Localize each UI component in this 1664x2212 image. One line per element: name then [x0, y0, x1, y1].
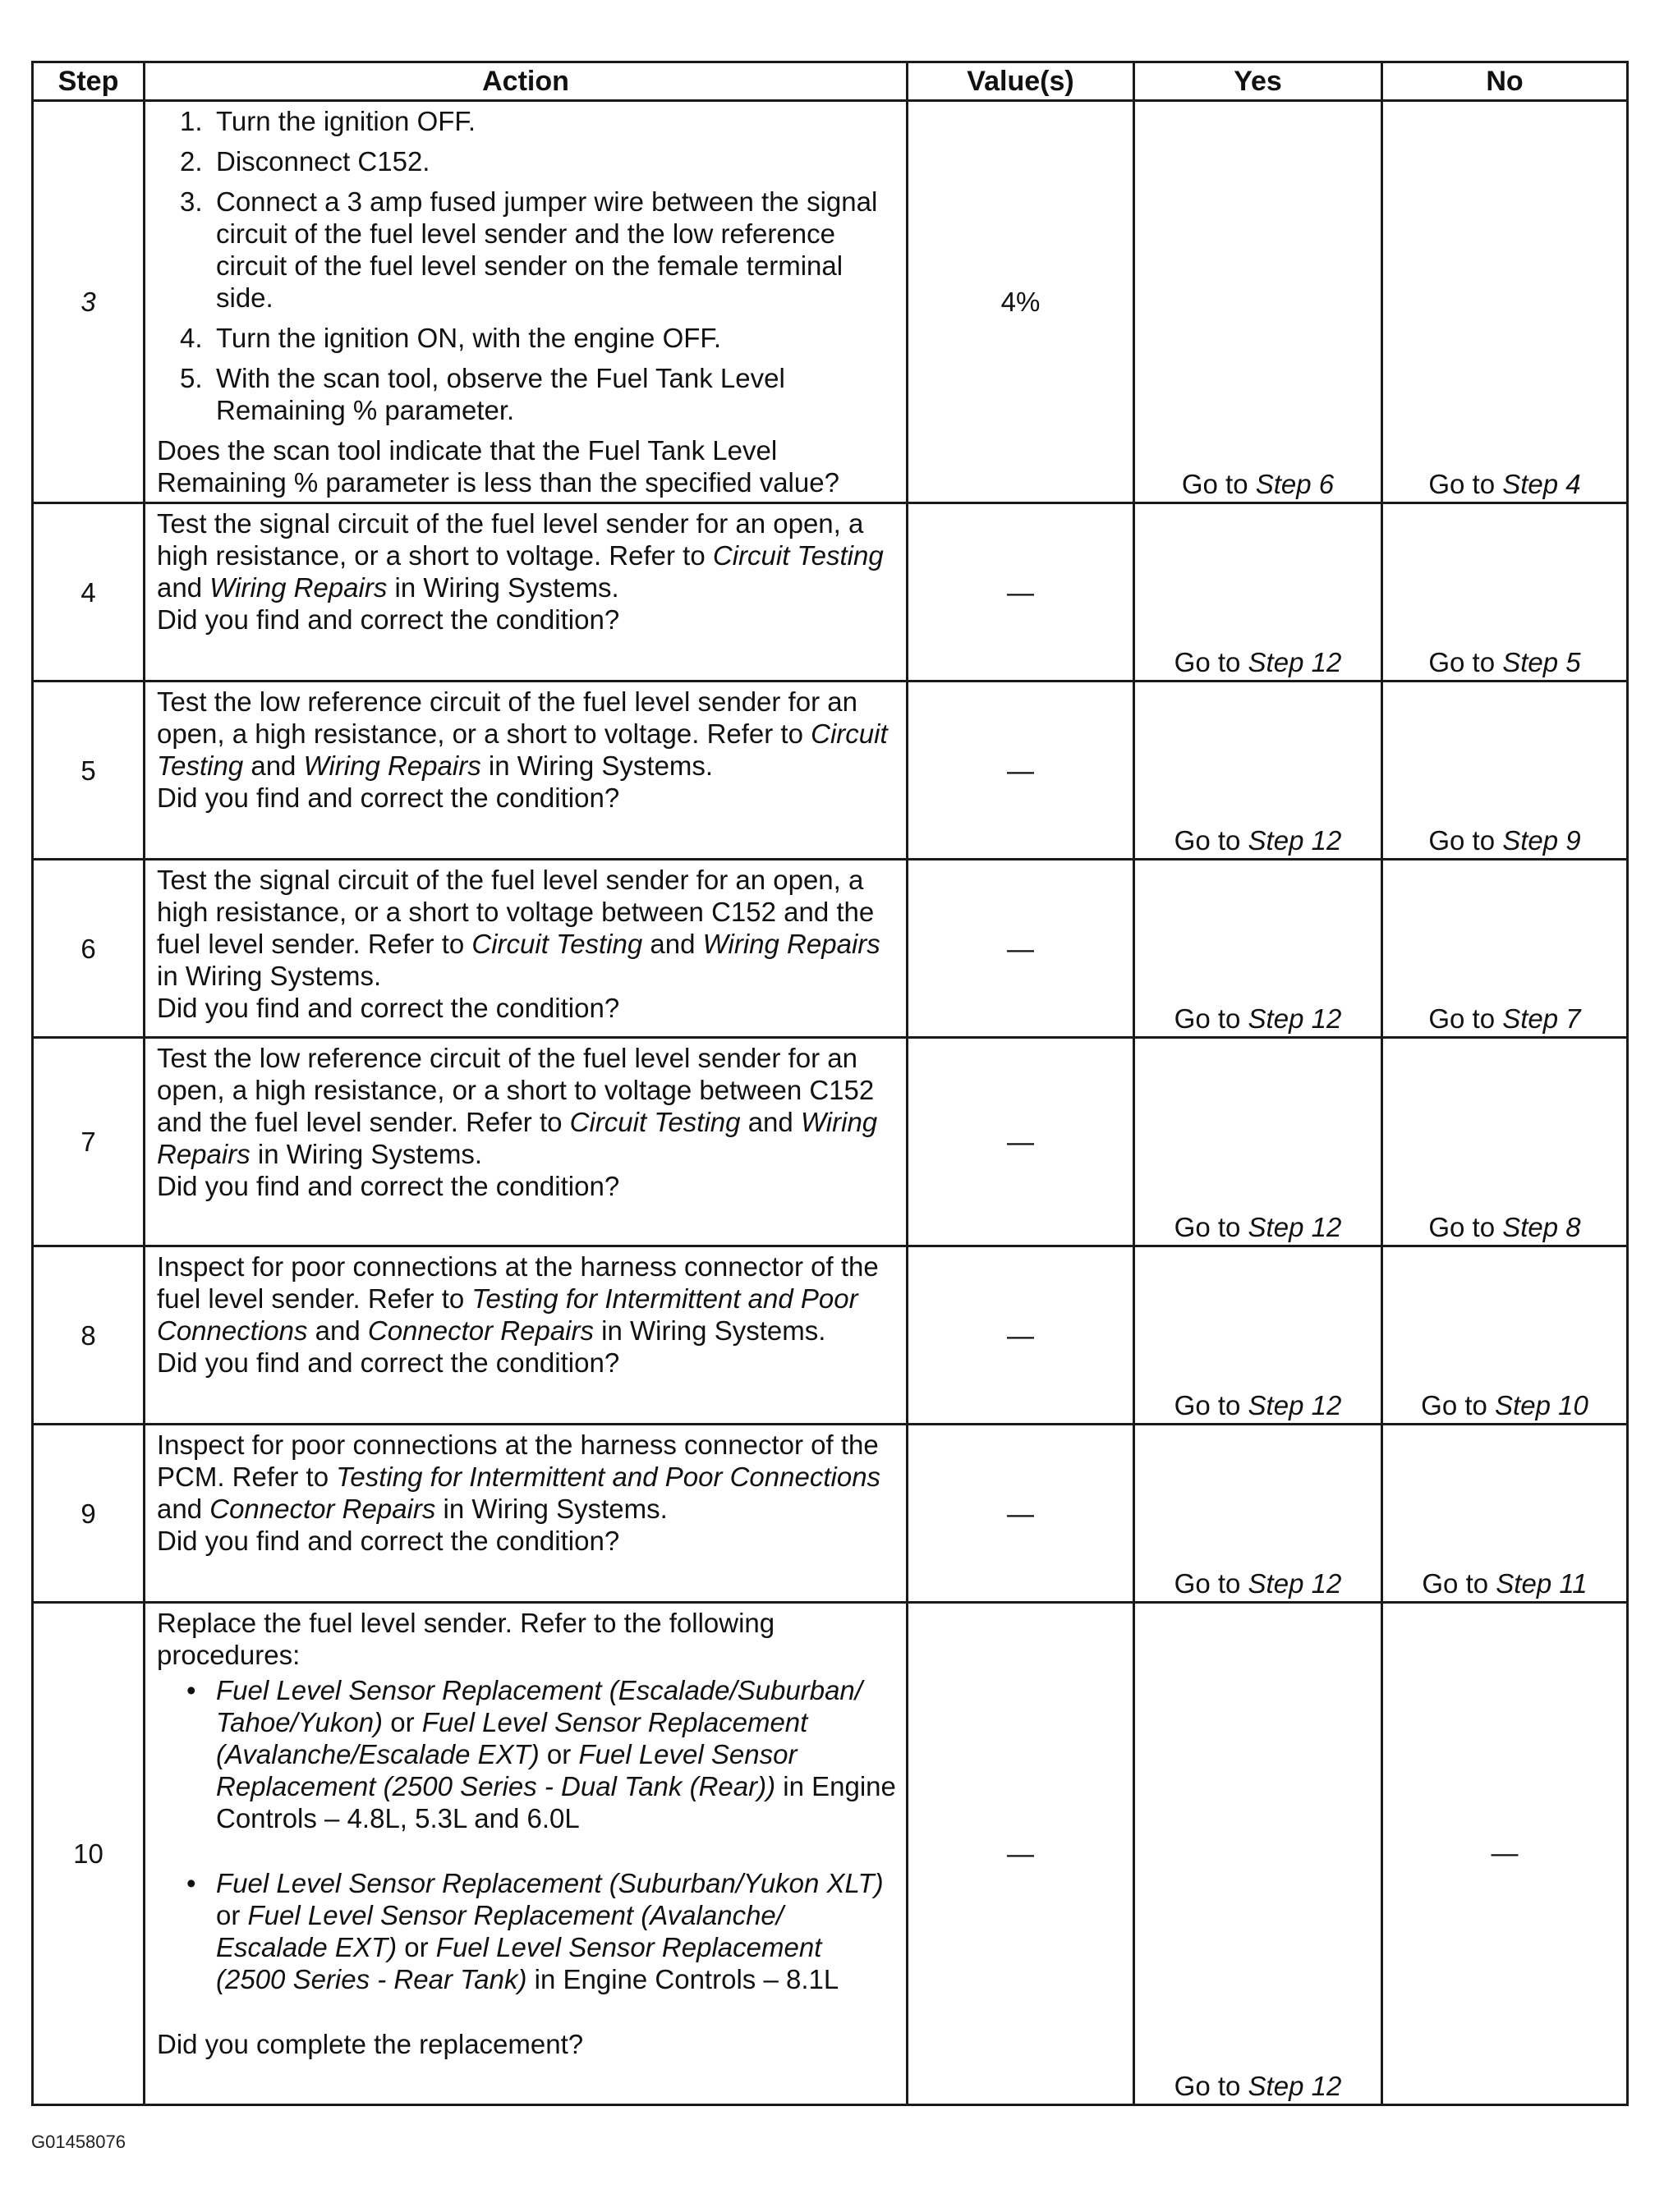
step-question: Did you find and correct the condition?: [157, 604, 620, 635]
action-text: Test the low reference circuit of the fuel level sender for an open, a high resistance, or a short to voltage between C152 and the fuel level sender. Refer to Circuit Testing and Wiring Repairs in Wiring Systems.: [157, 1043, 878, 1169]
action-text: Inspect for poor connections at the harness connector of the fuel level sender. Refer to Testing for Intermittent and Poor Connections and Connector Repairs in Wiring Systems.: [157, 1251, 879, 1346]
action-cell: [145, 1246, 908, 1425]
value-cell: —: [908, 503, 1134, 681]
action-cell: [145, 1425, 908, 1603]
table-row-step-3: [33, 101, 1628, 503]
value-cell: —: [908, 1246, 1134, 1425]
no-cell: Go to Step 5: [1382, 503, 1628, 681]
action-cell: [145, 1038, 908, 1246]
procedure-list: [157, 1674, 896, 1995]
diagnostic-table: [31, 61, 1629, 2106]
yes-cell: Go to Step 12: [1134, 503, 1382, 681]
yes-cell: Go to Step 12: [1134, 1603, 1382, 2105]
table-row-step-4: [33, 503, 1628, 681]
procedure-list: [157, 105, 896, 434]
list-item: 3. Connect a 3 amp fused jumper wire between the signal circuit of the fuel level sender and the low reference circuit of the fuel level sender on the female terminal side.: [180, 186, 878, 313]
no-cell: Go to Step 8: [1382, 1038, 1628, 1246]
action-text: Inspect for poor connections at the harness connector of the PCM. Refer to Testing for Intermittent and Poor Connections and Connector Repairs in Wiring Systems.: [157, 1430, 881, 1524]
value-cell: —: [908, 860, 1134, 1038]
step-question: Did you find and correct the condition?: [157, 782, 620, 813]
action-cell: [145, 503, 908, 681]
header-yes: Yes: [1134, 62, 1382, 101]
yes-cell: Go to Step 12: [1134, 681, 1382, 860]
value-cell: —: [908, 681, 1134, 860]
yes-cell: Go to Step 12: [1134, 860, 1382, 1038]
step-number: 3: [33, 101, 145, 503]
table-row-step-5: [33, 681, 1628, 860]
table-header-row: [33, 62, 1628, 101]
step-number: 6: [33, 860, 145, 1038]
table-row-step-10: [33, 1603, 1628, 2105]
no-cell: Go to Step 4: [1382, 101, 1628, 503]
no-cell: Go to Step 9: [1382, 681, 1628, 860]
step-number: 10: [33, 1603, 145, 2105]
step-question: Did you find and correct the condition?: [157, 1526, 620, 1556]
no-cell: Go to Step 11: [1382, 1425, 1628, 1603]
step-question: Did you find and correct the condition?: [157, 1171, 620, 1201]
value-cell: —: [908, 1038, 1134, 1246]
action-cell: [145, 860, 908, 1038]
action-cell: [145, 681, 908, 860]
step-number: 8: [33, 1246, 145, 1425]
yes-cell: Go to Step 12: [1134, 1425, 1382, 1603]
list-item: 5. With the scan tool, observe the Fuel Tank Level Remaining % parameter.: [180, 363, 785, 425]
list-item: 2. Disconnect C152.: [180, 146, 430, 177]
step-question: Did you complete the replacement?: [157, 2029, 584, 2059]
action-text: Test the signal circuit of the fuel level sender for an open, a high resistance, or a short to voltage between C152 and the fuel level sender. Refer to Circuit Testing and Wiring Repairs in Wiring Systems.: [157, 865, 880, 991]
step-number: 9: [33, 1425, 145, 1603]
step-question: Did you find and correct the condition?: [157, 993, 620, 1023]
list-item: 4. Turn the ignition ON, with the engine OFF.: [180, 323, 722, 353]
list-item: • Fuel Level Sensor Replacement (Suburban/Yukon XLT) or Fuel Level Sensor Replacement (Avalanche/ Escalade EXT) or Fuel Level Sensor Replacement (2500 Series - Rear Tank) in Engine Controls – 8.1L: [186, 1868, 884, 1994]
action-text: Replace the fuel level sender. Refer to the following procedures:: [157, 1608, 775, 1670]
value-cell: —: [908, 1425, 1134, 1603]
table-row-step-8: [33, 1246, 1628, 1425]
yes-cell: Go to Step 6: [1134, 101, 1382, 503]
list-item: • Fuel Level Sensor Replacement (Escalade/Suburban/ Tahoe/Yukon) or Fuel Level Sensor Replacement (Avalanche/Escalade EXT) or Fuel Level Sensor Replacement (2500 Series - Dual Tank (Rear)) in Engine Controls – 4.8L, 5.3L and 6.0L: [186, 1675, 896, 1833]
no-cell: Go to Step 7: [1382, 860, 1628, 1038]
action-cell: [145, 1603, 908, 2105]
step-number: 7: [33, 1038, 145, 1246]
action-text: Test the signal circuit of the fuel level sender for an open, a high resistance, or a short to voltage. Refer to Circuit Testing and Wiring Repairs in Wiring Systems.: [157, 508, 884, 603]
step-question: Does the scan tool indicate that the Fuel Tank Level Remaining % parameter is less than the specified value?: [157, 435, 839, 498]
header-step: Step: [33, 62, 145, 101]
no-cell: —: [1382, 1603, 1628, 2105]
step-question: Did you find and correct the condition?: [157, 1347, 620, 1378]
table-row-step-7: [33, 1038, 1628, 1246]
table-row-step-9: [33, 1425, 1628, 1603]
header-no: No: [1382, 62, 1628, 101]
action-cell: [145, 101, 908, 503]
header-action: Action: [145, 62, 908, 101]
header-values: Value(s): [908, 62, 1134, 101]
figure-code: G01458076: [31, 2132, 126, 2152]
value-cell: —: [908, 1603, 1134, 2105]
step-number: 4: [33, 503, 145, 681]
list-item: 1. Turn the ignition OFF.: [180, 106, 476, 136]
value-cell: 4%: [908, 101, 1134, 503]
table-row-step-6: [33, 860, 1628, 1038]
step-number: 5: [33, 681, 145, 860]
action-text: Test the low reference circuit of the fuel level sender for an open, a high resistance, or a short to voltage. Refer to Circuit Testing and Wiring Repairs in Wiring Systems.: [157, 686, 888, 781]
yes-cell: Go to Step 12: [1134, 1246, 1382, 1425]
no-cell: Go to Step 10: [1382, 1246, 1628, 1425]
yes-cell: Go to Step 12: [1134, 1038, 1382, 1246]
